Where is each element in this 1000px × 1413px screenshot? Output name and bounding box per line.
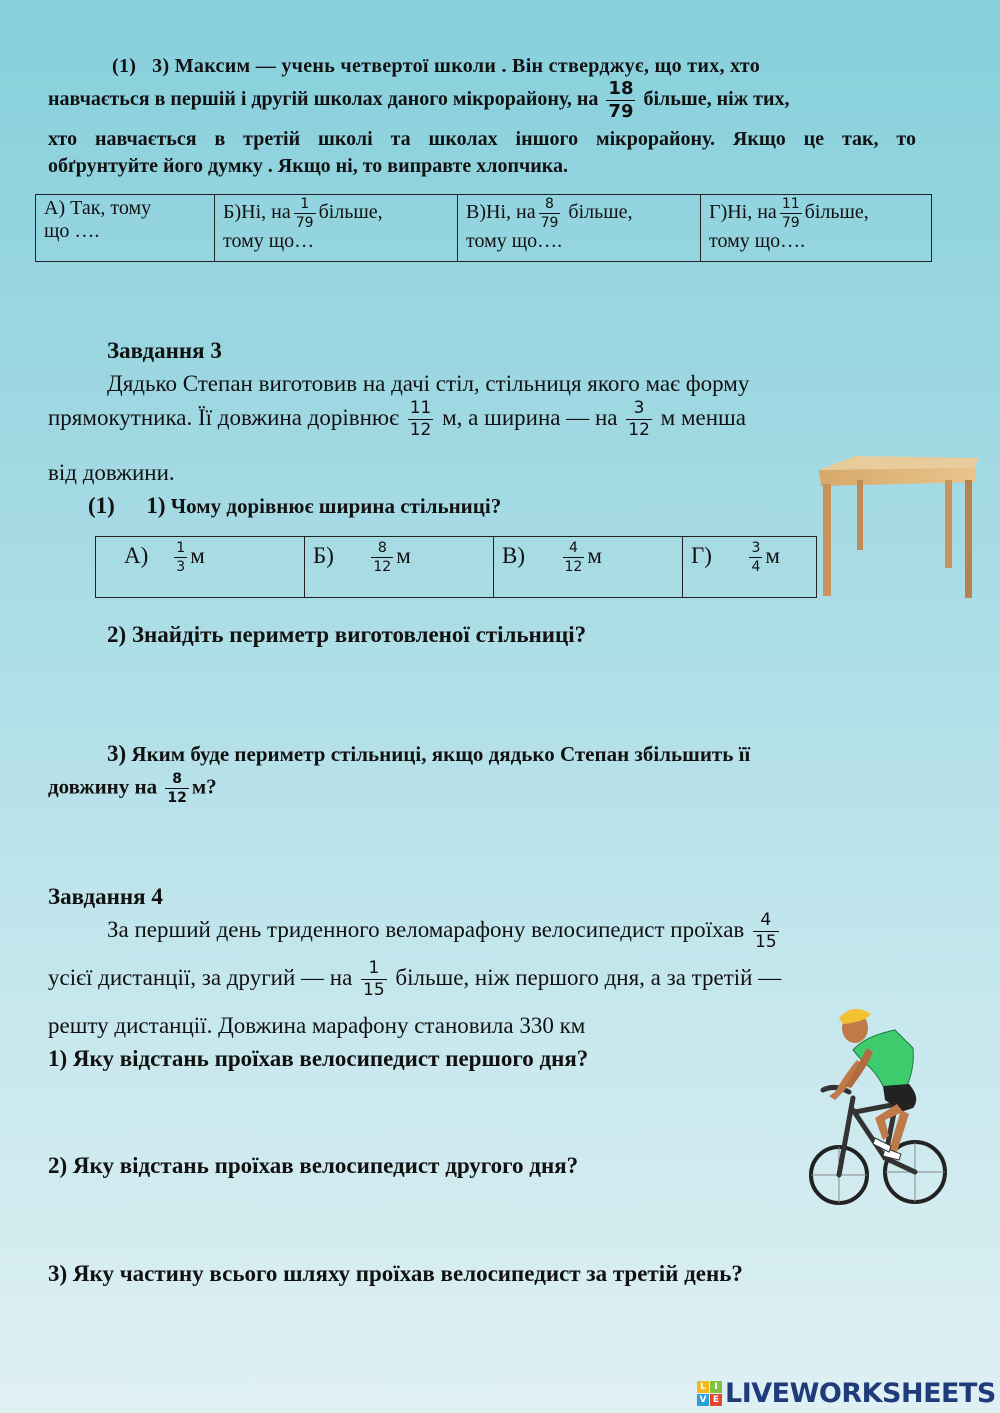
- task3-q3-line1: 3) Яким буде периметр стільниці, якщо дядько Степан збільшить її: [107, 741, 751, 766]
- task3-options-table: [95, 536, 817, 598]
- task3-option-c[interactable]: В) $\frac{4}{12}$ м: [494, 537, 683, 598]
- q1-line3: хто навчається в третій школі та школах іншого мікрорайону. Якщо це так, то: [48, 128, 916, 150]
- task4-q2: 2) Яку відстань проїхав велосипедист другого дня?: [48, 1153, 579, 1178]
- table-illustration: [815, 452, 983, 600]
- q1-line2: навчається в першій і другій школах даного мікрорайону, на $\frac{18}{79}$ більше, ніж тих,: [48, 78, 790, 122]
- task3-option-b[interactable]: Б) $\frac{8}{12}$ м: [305, 537, 494, 598]
- task3-q3-line2: довжину на $\frac{8}{12}$ м?: [48, 771, 217, 806]
- q1-options-table: [35, 194, 932, 262]
- logo-mark-icon: L I V E: [697, 1381, 722, 1406]
- q1-num: (1): [112, 55, 137, 77]
- task4-q1: 1) Яку відстань проїхав велосипедист першого дня?: [48, 1046, 589, 1071]
- q1-line1: (1) 3) Максим — учень четвертої школи . Він стверджує, що тих, хто: [112, 55, 761, 77]
- task3-line2: прямокутника. Її довжина дорівнює $\frac{11}{12}$ м, а ширина — на $\frac{3}{12}$ м менша: [48, 398, 746, 440]
- q1-option-d[interactable]: Г)Ні, на $\frac{11}{79}$ більше, тому що….: [701, 195, 932, 262]
- q1-fraction: $\frac{18}{79}$: [608, 78, 634, 122]
- q1-idx: 3): [152, 55, 170, 77]
- task4-title: Завдання 4: [48, 884, 163, 909]
- cyclist-illustration: [805, 1000, 955, 1225]
- day2-fraction: $\frac{1}{15}$: [363, 958, 385, 1000]
- task3-q1: (1) 1) Чому дорівнює ширина стільниці?: [88, 493, 502, 518]
- table-length-fraction: $\frac{11}{12}$: [409, 398, 432, 440]
- liveworksheets-logo[interactable]: [697, 1378, 996, 1409]
- q1-option-a[interactable]: А) Так, тому що ….: [36, 195, 215, 262]
- task3-q2: 2) Знайдіть периметр виготовленої стільниці?: [107, 622, 587, 647]
- task3-option-d[interactable]: Г) $\frac{3}{4}$ м: [683, 537, 817, 598]
- brand-name: LIVEWORKSHEETS: [725, 1378, 996, 1409]
- task3-line3: від довжини.: [48, 460, 175, 485]
- task3-line1: Дядько Степан виготовив на дачі стіл, стільниця якого має форму: [107, 371, 750, 396]
- q1-option-b[interactable]: Б)Ні, на $\frac{1}{79}$ більше, тому що…: [215, 195, 458, 262]
- task4-q3: 3) Яку частину всього шляху проїхав велосипедист за третій день?: [48, 1261, 743, 1286]
- task4-line2: усієї дистанції, за другий — на $\frac{1}{15}$ більше, ніж першого дня, а за третій —: [48, 958, 782, 1000]
- task3-option-a[interactable]: А) $\frac{1}{3}$ м: [96, 537, 305, 598]
- task3-title: Завдання 3: [107, 338, 222, 363]
- task4-line3: решту дистанції. Довжина марафону становила 330 км: [48, 1013, 586, 1038]
- task4-line1: За перший день триденного веломарафону велосипедист проїхав $\frac{4}{15}$: [107, 910, 777, 952]
- day1-fraction: $\frac{4}{15}$: [755, 910, 777, 952]
- q1-line4: обґрунтуйте його думку . Якщо ні, то виправте хлопчика.: [48, 155, 569, 177]
- width-diff-fraction: $\frac{3}{12}$: [628, 398, 650, 440]
- q1-option-c[interactable]: В)Ні, на $\frac{8}{79}$ більше, тому що….: [458, 195, 701, 262]
